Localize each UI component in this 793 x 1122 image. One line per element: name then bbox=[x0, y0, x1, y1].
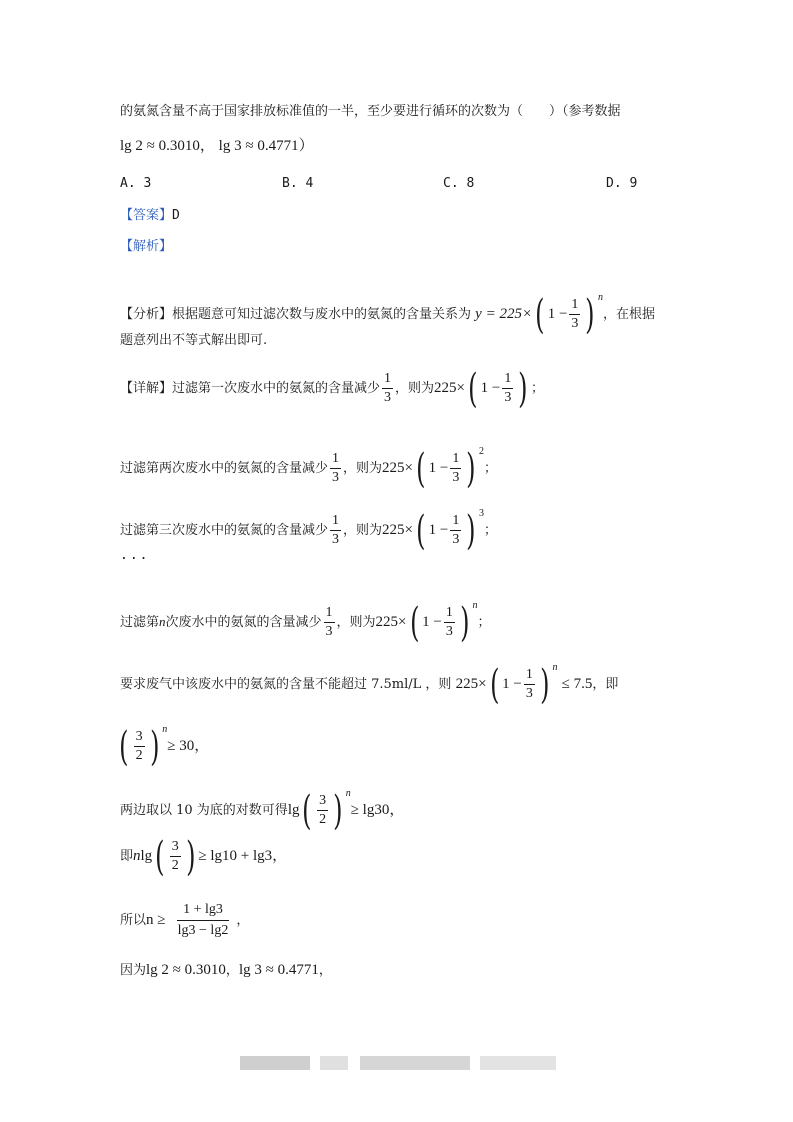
req-end: ，即 bbox=[592, 677, 619, 692]
one-minus: 1 − bbox=[428, 460, 449, 476]
detail-third-text: 过滤第三次废水中的氨氮的含量减少 bbox=[120, 523, 329, 538]
requirement-text: 要求废气中该废水中的氨氮的含量不能超过 7.5ml/L ，则 bbox=[120, 677, 452, 692]
fraction-one-third: $\frac{1}{3}$ bbox=[332, 451, 340, 485]
paren-left: ( bbox=[468, 365, 478, 412]
fraction-log: $\frac{1 + \lg 3}{\lg 3 - \lg 2}$ bbox=[177, 902, 229, 938]
paren-right: ) bbox=[185, 833, 196, 880]
exponent-n: n bbox=[345, 788, 351, 799]
question-text-line1: 的氨氮含量不高于国家排放标准值的一半，至少要进行循环的次数为（ ）（参考数据 bbox=[120, 104, 621, 119]
semicolon: ； bbox=[477, 615, 491, 630]
fraction-one-third: $\frac{1}{3}$ bbox=[571, 297, 579, 331]
lg2-value: lg 2 ≈ 0.3010 bbox=[120, 138, 200, 154]
analysis-tag: 【解析】 bbox=[120, 239, 173, 254]
fraction-one-third: $\frac{1}{3}$ bbox=[452, 513, 460, 547]
answer-value: D bbox=[172, 208, 180, 223]
exponent-n: n bbox=[162, 724, 168, 735]
paren-left: ( bbox=[302, 787, 312, 834]
paren-right: ) bbox=[585, 291, 595, 338]
one-minus: 1 − bbox=[502, 676, 522, 692]
fenxi-formula: y = 225× bbox=[475, 306, 533, 322]
var-n: n bbox=[159, 614, 166, 629]
paren-right: ) bbox=[149, 723, 160, 770]
exponent-3: 3 bbox=[478, 508, 484, 519]
option-a[interactable]: A. 3 bbox=[120, 176, 152, 191]
ineq-tail: ≥ 30， bbox=[167, 738, 210, 754]
coef-225: 225× bbox=[382, 522, 413, 538]
fraction-one-third: $\frac{1}{3}$ bbox=[445, 605, 453, 639]
paren-left: ( bbox=[155, 833, 165, 880]
paren-right: ) bbox=[466, 507, 476, 554]
then-text: ，则为 bbox=[336, 615, 376, 630]
semicolon: ； bbox=[483, 523, 497, 538]
separator: ， bbox=[199, 138, 215, 154]
footer-watermark bbox=[240, 1056, 556, 1070]
log-line bbox=[120, 772, 404, 833]
detail-line-nth bbox=[120, 584, 490, 645]
suoyi-line bbox=[120, 898, 249, 943]
requirement-line bbox=[120, 646, 618, 707]
one-minus: 1 − bbox=[547, 306, 568, 322]
detail-line-second bbox=[120, 430, 497, 491]
exponent-n: n bbox=[472, 600, 478, 611]
exponent-n: n bbox=[552, 662, 558, 673]
lg-symbol: lg bbox=[140, 848, 153, 864]
nth-post: 次废水中的氨氮的含量减少 bbox=[165, 615, 322, 630]
yinwei-text: 因为 bbox=[120, 963, 147, 978]
coef-225: 225× bbox=[434, 380, 466, 396]
log-tail: ≥ lg30， bbox=[350, 802, 405, 818]
detail-line-third bbox=[120, 492, 497, 553]
fenxi-text: 根据题意可知过滤次数与废水中的氨氮的含量关系为 bbox=[172, 307, 472, 322]
fenxi-after: ，在根据 bbox=[603, 307, 656, 322]
detail-tag: 【详解】 bbox=[120, 381, 173, 396]
paren-left: ( bbox=[119, 723, 129, 770]
fraction-one-third: $\frac{1}{3}$ bbox=[504, 371, 512, 405]
fraction-three-halves: $\frac{3}{2}$ bbox=[135, 729, 143, 763]
var-n: n bbox=[133, 848, 141, 864]
detail-first-text: 过滤第一次废水中的氨氮的含量减少 bbox=[172, 381, 381, 396]
one-minus: 1 − bbox=[428, 522, 449, 538]
lg3-value: lg 3 ≈ 0.4771 bbox=[238, 962, 319, 978]
end-comma: ， bbox=[318, 963, 332, 978]
one-minus: 1 − bbox=[480, 380, 501, 396]
paren-left: ( bbox=[489, 661, 500, 708]
comma: ， bbox=[225, 963, 239, 978]
exponent-n: n bbox=[598, 292, 604, 303]
coef-225: 225× bbox=[455, 676, 487, 692]
yinwei-line bbox=[120, 960, 332, 981]
detail-line-first bbox=[120, 366, 544, 411]
one-minus: 1 − bbox=[422, 614, 442, 630]
reference-data-line bbox=[120, 136, 314, 156]
semicolon: ； bbox=[483, 461, 497, 476]
lg3-value: lg 3 ≈ 0.4771 bbox=[218, 138, 299, 154]
paren-left: ( bbox=[416, 445, 426, 492]
fraction-three-halves: $\frac{3}{2}$ bbox=[171, 839, 179, 873]
ellipsis: ... bbox=[120, 548, 150, 563]
fraction-one-third: $\frac{1}{3}$ bbox=[452, 451, 460, 485]
suoyi-text: 所以 bbox=[120, 913, 147, 928]
semicolon: ； bbox=[530, 381, 544, 396]
fraction-one-third: $\frac{1}{3}$ bbox=[384, 371, 392, 405]
fraction-one-third: $\frac{1}{3}$ bbox=[325, 605, 333, 639]
lg-symbol: lg bbox=[287, 802, 300, 818]
option-d[interactable]: D. 9 bbox=[606, 176, 638, 191]
then-text: ，则为 bbox=[343, 523, 383, 538]
fraction-three-halves: $\frac{3}{2}$ bbox=[319, 793, 327, 827]
log-text: 两边取以 10 为底的对数可得 bbox=[120, 803, 288, 818]
fenxi-line bbox=[120, 276, 655, 337]
detail-second-text: 过滤第两次废水中的氨氮的含量减少 bbox=[120, 461, 329, 476]
closing-paren: ） bbox=[298, 138, 314, 154]
paren-right: ) bbox=[333, 787, 343, 834]
coef-225: 225× bbox=[375, 614, 407, 630]
nlg-line bbox=[120, 834, 287, 879]
fenxi-tag: 【分析】 bbox=[120, 307, 173, 322]
comma: ， bbox=[236, 913, 250, 928]
n-ge: n ≥ bbox=[146, 912, 166, 928]
then-text: ，则为 bbox=[343, 461, 383, 476]
nlg-tail: ≥ lg10 + lg3， bbox=[198, 848, 288, 864]
paren-right: ) bbox=[539, 661, 550, 708]
paren-left: ( bbox=[409, 599, 420, 646]
paren-right: ) bbox=[459, 599, 470, 646]
option-c[interactable]: C. 8 bbox=[443, 176, 475, 191]
paren-left: ( bbox=[416, 507, 426, 554]
paren-left: ( bbox=[535, 291, 545, 338]
coef-225: 225× bbox=[382, 460, 413, 476]
paren-right: ) bbox=[518, 365, 528, 412]
inequality-line bbox=[116, 708, 209, 769]
nth-pre: 过滤第 bbox=[120, 615, 160, 630]
ji-text: 即 bbox=[120, 849, 134, 864]
answer-line bbox=[120, 206, 180, 226]
paren-right: ) bbox=[466, 445, 476, 492]
lg2-value: lg 2 ≈ 0.3010 bbox=[146, 962, 226, 978]
then-text: ，则为 bbox=[395, 381, 435, 396]
exponent-2: 2 bbox=[478, 446, 484, 457]
fenxi-line2: 题意列出不等式解出即可. bbox=[120, 333, 268, 348]
req-tail: ≤ 7.5 bbox=[561, 676, 593, 692]
fraction-one-third: $\frac{1}{3}$ bbox=[332, 513, 340, 547]
option-b[interactable]: B. 4 bbox=[282, 176, 314, 191]
answer-tag: 【答案】 bbox=[120, 208, 173, 223]
fraction-one-third: $\frac{1}{3}$ bbox=[525, 667, 533, 701]
